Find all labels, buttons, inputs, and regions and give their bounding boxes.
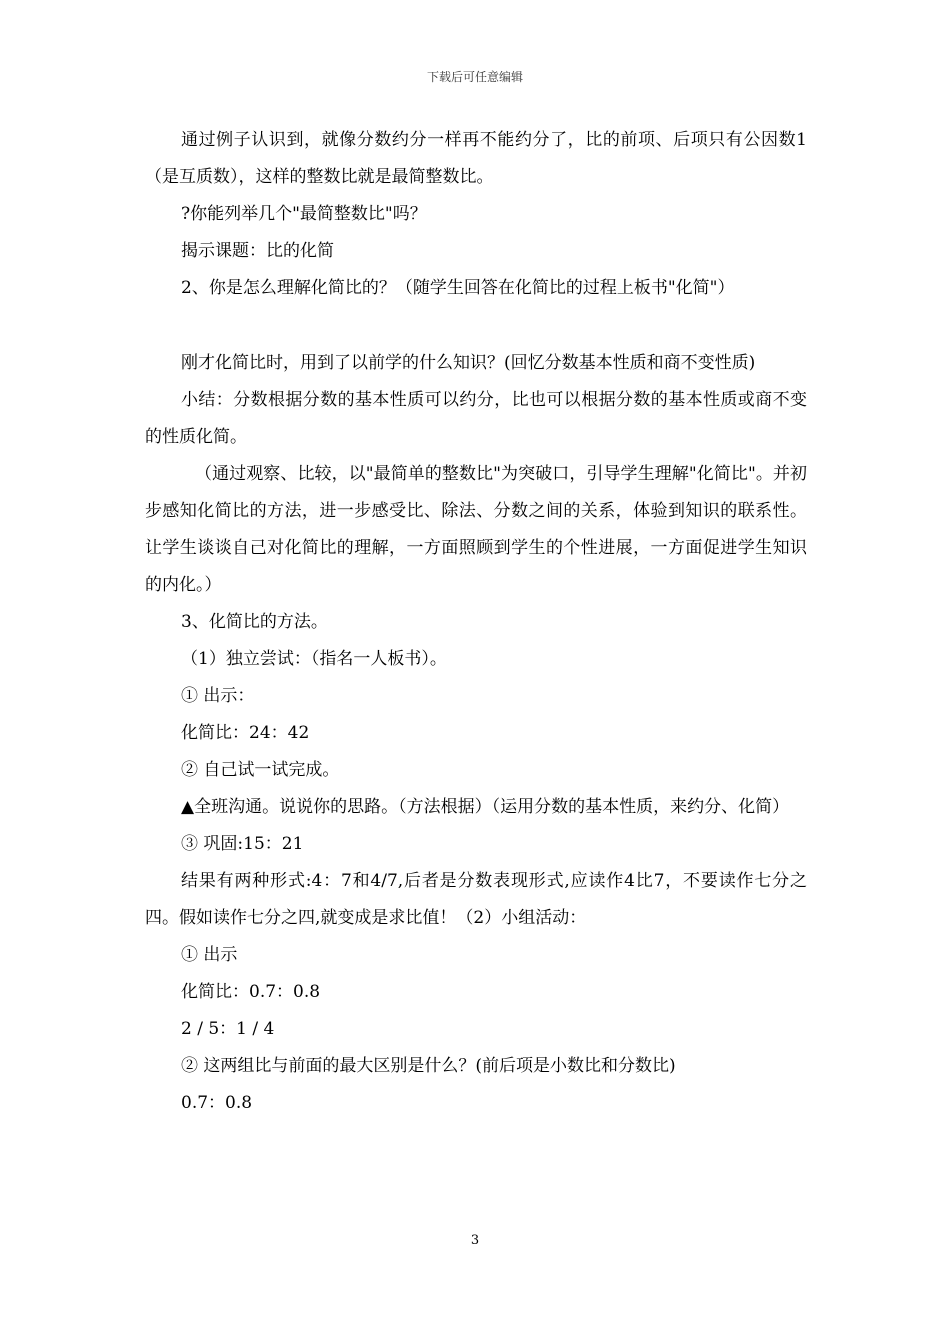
paragraph-method-heading: 3、化简比的方法。	[181, 612, 328, 632]
page-header: 下载后可任意编辑	[426, 70, 523, 84]
paragraph-consolidate: ③ 巩固:15：21	[181, 834, 304, 854]
paragraph-show-2: ① 出示	[181, 945, 238, 965]
page-number: 3	[470, 1233, 480, 1248]
paragraph-try-yourself: ② 自己试一试完成。	[181, 760, 340, 780]
paragraph-ratio-fraction: 2 / 5：1 / 4	[181, 1019, 275, 1039]
paragraph-independent-try: （1）独立尝试：（指名一人板书）。	[181, 649, 447, 669]
document-body	[145, 122, 807, 1122]
paragraph-ratio-decimal: 化简比：0.7：0.8	[181, 982, 321, 1002]
paragraph-class-discussion: ▲全班沟通。说说你的思路。（方法根据）（运用分数的基本性质，来约分、化简）	[181, 797, 790, 817]
paragraph-show-1: ① 出示：	[181, 686, 255, 706]
paragraph-ratio-decimal-2: 0.7：0.8	[181, 1093, 253, 1113]
paragraph-understanding: 2、你是怎么理解化简比的？（随学生回答在化简比的过程上板书"化简"）	[181, 278, 735, 298]
blank-line	[145, 307, 807, 345]
paragraph-commentary: （通过观察、比较，以"最简单的整数比"为突破口，引导学生理解"化简比"。并初步感知化简比的方法，进一步感受比、除法、分数之间的关系，体验到知识的联系性。让学生谈谈自己对化简比的理解，一方面照顾到学生的个性进展，一方面促进学生知识的内化。）	[145, 464, 807, 595]
paragraph-result-forms: 结果有两种形式:4：7和4/7,后者是分数表现形式,应读作4比7，不要读作七分之四。假如读作七分之四,就变成是求比值！（2）小组活动：	[145, 871, 807, 928]
paragraph-question: ?你能列举几个"最简整数比"吗？	[181, 204, 427, 224]
paragraph-ratio-24-42: 化简比：24：42	[181, 723, 310, 743]
paragraph-summary: 小结：分数根据分数的基本性质可以约分，比也可以根据分数的基本性质或商不变的性质化简。	[145, 390, 807, 447]
paragraph-difference-question: ② 这两组比与前面的最大区别是什么？(前后项是小数比和分数比)	[181, 1056, 676, 1076]
paragraph-prior-knowledge: 刚才化简比时，用到了以前学的什么知识？(回忆分数基本性质和商不变性质)	[181, 353, 756, 373]
paragraph-topic: 揭示课题：比的化简	[181, 241, 334, 261]
paragraph-definition: 通过例子认识到，就像分数约分一样再不能约分了，比的前项、后项只有公因数1（是互质数），这样的整数比就是最简整数比。	[145, 130, 807, 187]
